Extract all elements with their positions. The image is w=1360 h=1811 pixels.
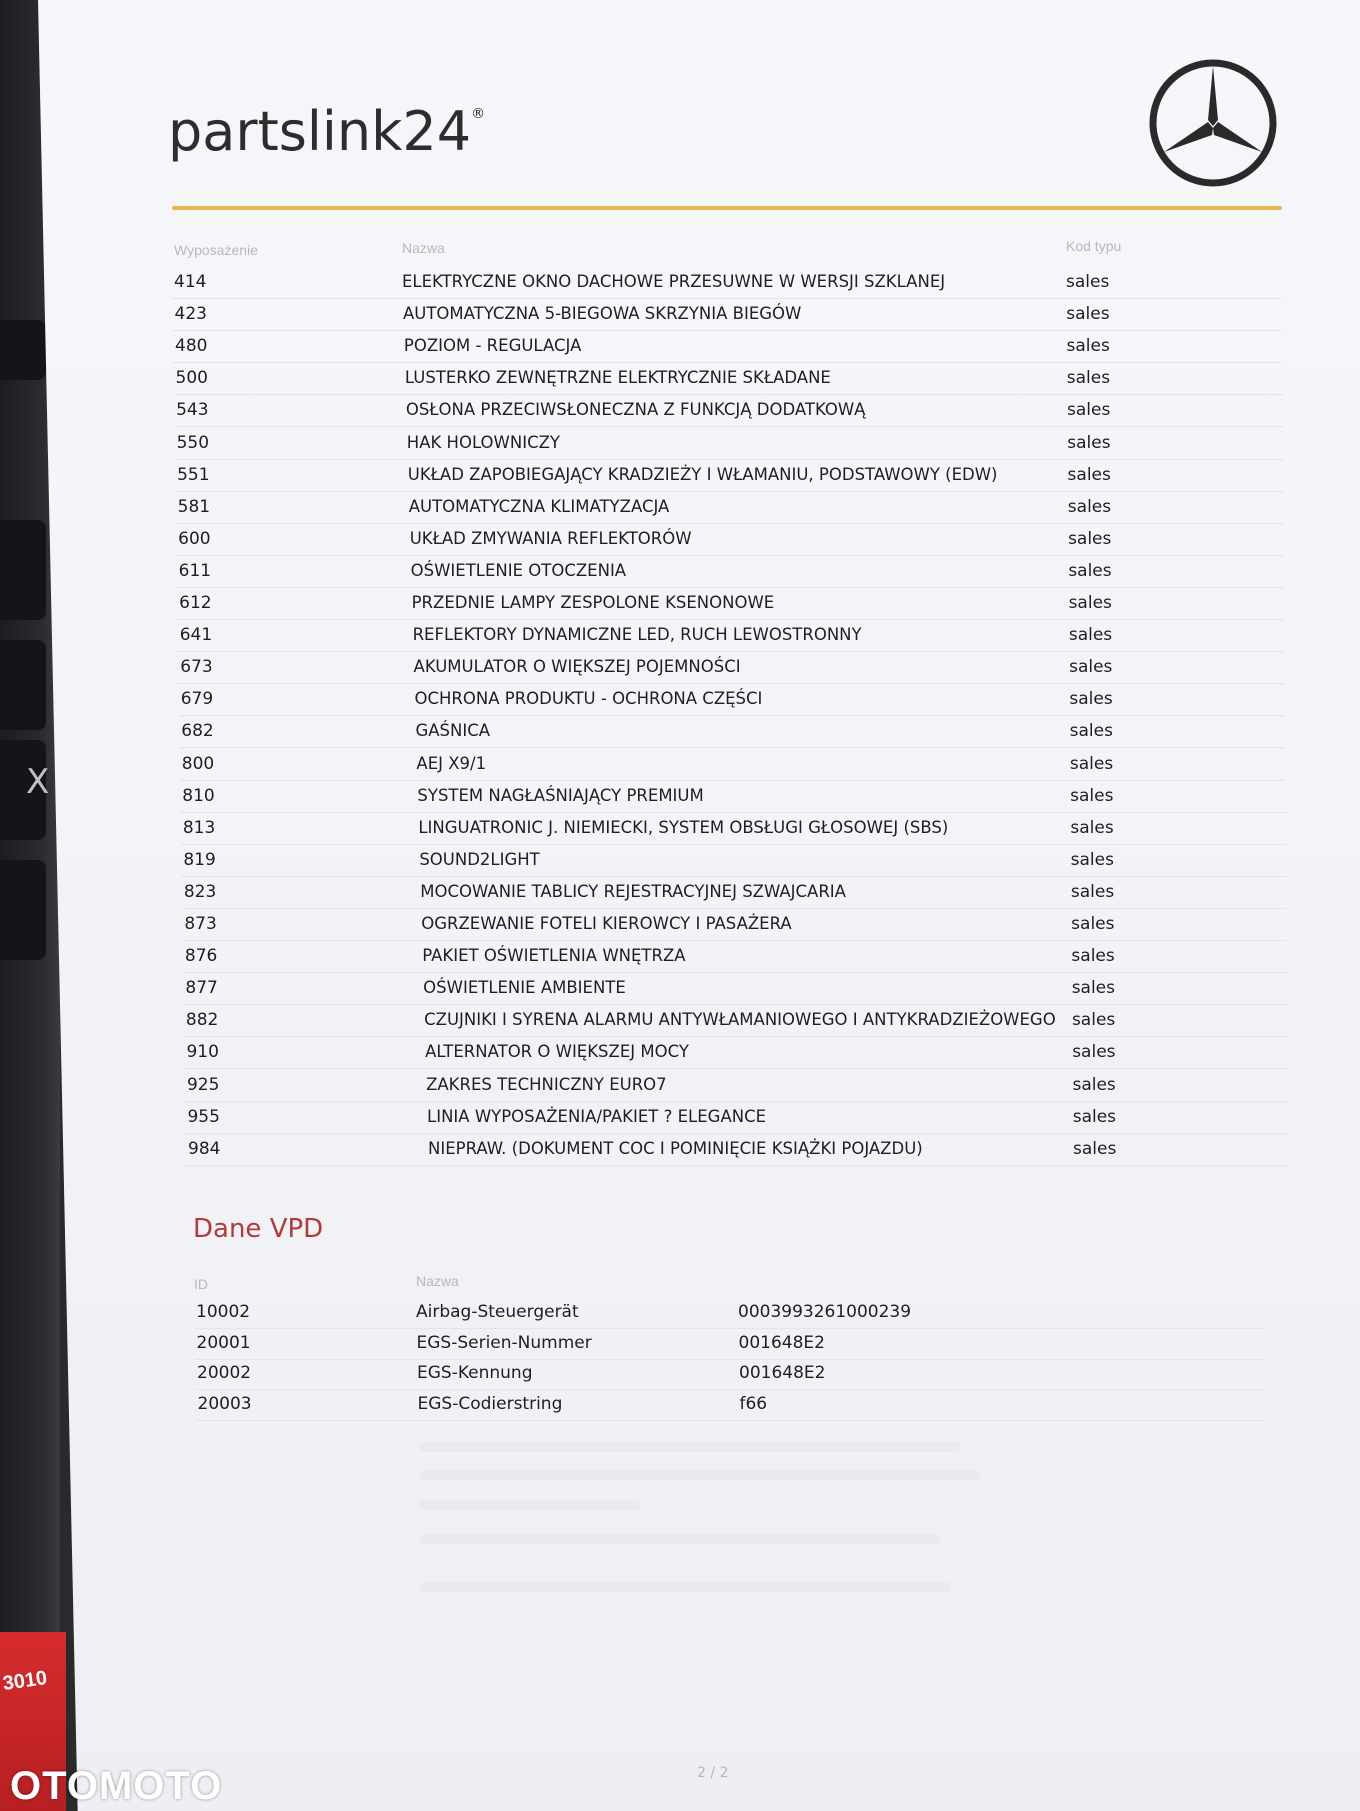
keyboard-key (0, 320, 46, 380)
table-row (174, 362, 1283, 395)
equipment-name: OGRZEWANIE FOTELI KIEROWCY I PASAŻERA (421, 914, 792, 933)
vpd-name: Airbag-Steuergerät (416, 1302, 579, 1322)
equipment-code: 682 (181, 721, 214, 742)
equipment-code: 543 (176, 400, 209, 421)
equipment-code: 813 (182, 817, 216, 838)
equipment-type-code: sales (1071, 1010, 1116, 1031)
table-row (183, 940, 1287, 973)
equipment-type-code: sales (1070, 849, 1114, 870)
equipment-code: 679 (180, 689, 214, 710)
equipment-type-code: sales (1068, 528, 1112, 549)
column-header-name: Nazwa (402, 240, 445, 256)
equipment-type-code: sales (1072, 1106, 1117, 1127)
table-row (174, 394, 1283, 427)
equipment-name: AEJ X9/1 (416, 753, 487, 773)
vpd-name: EGS-Codierstring (417, 1393, 563, 1414)
mercedes-star-icon (1148, 58, 1278, 188)
equipment-type-code: sales (1067, 400, 1111, 421)
equipment-name: AUTOMATYCZNA KLIMATYZACJA (408, 496, 670, 516)
equipment-type-code: sales (1070, 785, 1114, 806)
table-row (176, 491, 1284, 524)
equipment-code: 550 (176, 432, 210, 453)
equipment-type-code: sales (1069, 721, 1113, 742)
equipment-type-code: sales (1066, 368, 1111, 389)
equipment-code: 800 (181, 753, 215, 774)
equipment-type-code: sales (1067, 464, 1111, 485)
equipment-name: HAK HOLOWNICZY (406, 432, 560, 452)
vpd-value: f66 (739, 1393, 768, 1414)
equipment-code: 641 (179, 625, 213, 646)
table-row (178, 619, 1285, 652)
table-row (179, 715, 1285, 748)
table-row (177, 555, 1284, 588)
equipment-type-code: sales (1069, 753, 1114, 774)
equipment-name: ALTERNATOR O WIĘKSZEJ MOCY (425, 1042, 689, 1062)
keyboard-key (0, 520, 46, 620)
column-header-type-code: Kod typu (1066, 238, 1122, 254)
vpd-name: EGS-Kennung (417, 1363, 533, 1383)
equipment-name: AKUMULATOR O WIĘKSZEJ POJEMNOŚCI (413, 657, 741, 677)
equipment-code: 414 (174, 272, 207, 292)
equipment-type-code: sales (1069, 657, 1113, 678)
vpd-column-header-name: Nazwa (416, 1273, 459, 1289)
table-row (182, 908, 1286, 941)
equipment-code: 984 (188, 1138, 221, 1159)
equipment-name: SOUND2LIGHT (419, 849, 540, 869)
bleed-through-text (420, 1582, 950, 1592)
equipment-code: 423 (174, 304, 207, 325)
equipment-type-code: sales (1067, 432, 1111, 453)
vpd-row (194, 1296, 1264, 1329)
table-row (176, 523, 1284, 556)
equipment-code: 551 (177, 464, 210, 485)
equipment-name: UKŁAD ZMYWANIA REFLEKTORÓW (409, 528, 692, 548)
equipment-name: OCHRONA PRODUKTU - OCHRONA CZĘŚCI (414, 689, 763, 709)
table-row (182, 876, 1286, 909)
equipment-name: LINIA WYPOSAŻENIA/PAKIET ? ELEGANCE (427, 1106, 767, 1126)
vpd-id: 20003 (197, 1393, 252, 1414)
equipment-name: PRZEDNIE LAMPY ZESPOLONE KSENONOWE (411, 593, 775, 612)
vpd-value: 0003993261000239 (738, 1302, 912, 1322)
equipment-type-code: sales (1066, 336, 1110, 357)
table-row (172, 266, 1282, 299)
equipment-code: 819 (183, 849, 216, 870)
equipment-name: OSŁONA PRZECIWSŁONECZNA Z FUNKCJĄ DODATKOWĄ (405, 400, 866, 420)
table-row (184, 1004, 1287, 1037)
vpd-value: 001648E2 (738, 1332, 825, 1353)
keyboard-key-label: X (26, 762, 50, 802)
table-row (175, 459, 1283, 492)
equipment-code: 877 (185, 978, 218, 999)
table-row (179, 683, 1285, 716)
vpd-row (195, 1357, 1265, 1390)
equipment-name: AUTOMATYCZNA 5-BIEGOWA SKRZYNIA BIEGÓW (402, 304, 802, 324)
equipment-name: MOCOWANIE TABLICY REJESTRACYJNEJ SZWAJCARIA (420, 881, 846, 901)
equipment-type-code: sales (1070, 881, 1115, 902)
logo-text: partslink24 (168, 100, 472, 163)
table-row (178, 651, 1284, 684)
equipment-name: SYSTEM NAGŁAŚNIAJĄCY PREMIUM (417, 785, 704, 805)
vpd-id: 20002 (197, 1363, 252, 1383)
equipment-type-code: sales (1072, 1074, 1116, 1095)
table-row (175, 427, 1284, 460)
equipment-name: LINGUATRONIC J. NIEMIECKI, SYSTEM OBSŁUGI GŁOSOWEJ (SBS) (418, 817, 949, 837)
keyboard-key (0, 640, 46, 730)
equipment-name: PAKIET OŚWIETLENIA WNĘTRZA (422, 946, 686, 966)
equipment-name: OŚWIETLENIE AMBIENTE (423, 978, 626, 998)
table-row (181, 844, 1286, 877)
equipment-code: 600 (178, 528, 211, 549)
bleed-through-text (420, 1534, 940, 1544)
table-row (186, 1133, 1288, 1166)
equipment-name: GAŚNICA (415, 721, 491, 741)
equipment-type-code: sales (1071, 946, 1115, 967)
bleed-through-text (420, 1442, 960, 1452)
equipment-code: 955 (187, 1106, 220, 1127)
vpd-section-title: Dane VPD (193, 1214, 324, 1244)
vpd-id: 20001 (196, 1332, 251, 1353)
equipment-code: 581 (177, 496, 211, 517)
equipment-name: LUSTERKO ZEWNĘTRZNE ELEKTRYCZNIE SKŁADANE (404, 368, 831, 388)
header-divider (172, 206, 1282, 210)
equipment-code: 882 (185, 1010, 219, 1031)
equipment-type-code: sales (1073, 1138, 1117, 1159)
equipment-code: 910 (186, 1042, 219, 1063)
equipment-type-code: sales (1070, 817, 1114, 838)
equipment-type-code: sales (1068, 625, 1113, 646)
equipment-type-code: sales (1066, 304, 1110, 325)
table-row (180, 748, 1286, 781)
equipment-code: 480 (175, 336, 208, 357)
price-sticker-text: 3010 (1, 1667, 49, 1695)
vpd-name: EGS-Serien-Nummer (416, 1332, 592, 1353)
equipment-code: 611 (178, 560, 212, 581)
bleed-through-text (420, 1500, 640, 1510)
page-number: 2 / 2 (697, 1765, 729, 1781)
equipment-name: ELEKTRYCZNE OKNO DACHOWE PRZESUWNE W WERSJI SZKLANEJ (402, 272, 946, 291)
keyboard-key (0, 860, 46, 960)
vpd-column-header-id: ID (194, 1276, 208, 1292)
partslink24-logo (168, 100, 485, 163)
table-row (173, 298, 1283, 331)
equipment-code: 810 (182, 785, 215, 806)
vpd-id: 10002 (196, 1302, 251, 1322)
equipment-name: NIEPRAW. (DOKUMENT COC I POMINIĘCIE KSIĄŻKI POJAZDU) (428, 1138, 923, 1158)
equipment-code: 876 (184, 946, 218, 967)
logo-registered-mark: ® (471, 106, 486, 122)
equipment-type-code: sales (1067, 496, 1112, 517)
equipment-type-code: sales (1069, 689, 1113, 710)
table-row (177, 587, 1284, 620)
equipment-code: 823 (183, 881, 217, 902)
equipment-code: 673 (180, 657, 213, 678)
equipment-code: 873 (184, 914, 217, 934)
table-row (184, 1036, 1287, 1069)
equipment-name: ZAKRES TECHNICZNY EURO7 (426, 1074, 667, 1094)
equipment-type-code: sales (1072, 1042, 1116, 1063)
equipment-type-code: sales (1071, 914, 1115, 934)
equipment-name: UKŁAD ZAPOBIEGAJĄCY KRADZIEŻY I WŁAMANIU, PODSTAWOWY (EDW) (407, 464, 998, 484)
equipment-name: CZUJNIKI I SYRENA ALARMU ANTYWŁAMANIOWEGO I ANTYKRADZIEŻOWEGO (424, 1010, 1056, 1030)
equipment-type-code: sales (1068, 560, 1112, 581)
table-row (185, 1069, 1288, 1102)
equipment-type-code: sales (1068, 593, 1112, 613)
bleed-through-text (420, 1470, 980, 1480)
table-row (180, 780, 1285, 813)
equipment-code: 500 (175, 368, 208, 389)
equipment-name: OŚWIETLENIE OTOCZENIA (410, 560, 627, 580)
table-row (183, 972, 1286, 1005)
equipment-code: 612 (179, 593, 212, 613)
equipment-code: 925 (186, 1074, 220, 1095)
equipment-name: POZIOM - REGULACJA (403, 336, 582, 356)
vpd-row (196, 1388, 1266, 1421)
equipment-type-code: sales (1071, 978, 1116, 999)
vpd-value: 001648E2 (739, 1363, 826, 1383)
table-row (185, 1101, 1287, 1134)
equipment-name: REFLEKTORY DYNAMICZNE LED, RUCH LEWOSTRONNY (412, 625, 862, 645)
equipment-type-code: sales (1066, 272, 1110, 292)
column-header-equipment: Wyposażenie (174, 242, 258, 258)
vpd-row (195, 1327, 1265, 1360)
table-row (173, 330, 1282, 363)
otomoto-watermark: OTOMOTO (10, 1764, 223, 1808)
table-row (181, 812, 1286, 845)
